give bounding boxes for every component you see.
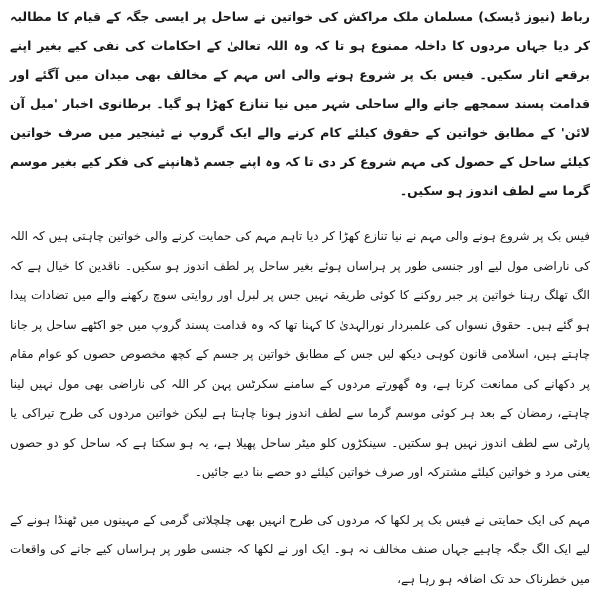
paragraph-spacer xyxy=(10,205,590,222)
article-paragraph-1: رباط (نیوز ڈیسک) مسلمان ملک مراکش کی خواتین نے ساحل پر ایسی جگہ کے قیام کا مطالبہ کر دیا جہاں مردوں کا داخلہ ممنوع ہو تا کہ وہ اللہ تعالیٰ کے احکامات کی نفی کیے بغیر اپنے برقعے اتار سکیں۔ فیس بک پر شروع ہونے والی اس مہم کے مخالف بھی میدان میں آگئے اور قدامت پسند سمجھے جانے والے ساحلی شہر میں نیا تنازع کھڑا ہو گیا۔ برطانوی اخبار 'میل آن لائن' کے مطابق خواتین کے حقوق کیلئے کام کرنے والے ایک گروپ نے ٹینجیر میں صرف خواتین کیلئے ساحل کے حصول کی مہم شروع کر دی تا کہ وہ اپنے جسم ڈھانپنے کی فکر کیے بغیر موسم گرما سے لطف اندوز ہو سکیں۔ xyxy=(10,9,590,198)
paragraph-spacer xyxy=(10,488,590,506)
article-paragraph-3: مہم کی ایک حمایتی نے فیس بک پر لکھا کہ مردوں کی طرح انہیں بھی چلچلاتی گرمی کے مہینوں میں ٹھنڈا ہونے کے لیے ایک الگ جگہ چاہیے جہاں صنف مخالف نہ ہو۔ ایک اور نے لکھا کہ جنسی طور پر ہراساں کیے جانے کی واقعات میں خطرناک حد تک اضافہ ہو رہا ہے، xyxy=(10,512,590,586)
article-paragraph-2: فیس بک پر شروع ہونے والی مہم نے نیا تنازع کھڑا کر دیا تاہم مہم کی حمایت کرنے والی خواتین چاہتی ہیں کہ اللہ کی ناراضی مول لیے اور جنسی طور پر ہراساں ہوئے بغیر ساحل پر لطف اندوز ہو سکیں۔ ناقدین کا خیال ہے کہ الگ تھلگ رہنا خواتین پر جبر روکنے کا کوئی طریقہ نہیں جس پر لبرل اور روایتی سوچ رکھنے والے میں تضادات پیدا ہو گئے ہیں۔ حقوق نسواں کی علمبردار نورالہدیٰ کا کہنا تھا کہ وہ قدامت پسند گروپ میں جو اکٹھے ساحل پر جانا چاہتے ہیں، اسلامی قانون کوہی دیکھ لیں جس کے مطابق خواتین پر جسم کے کچھ مخصوص حصوں کو عوام مقام پر دکھانے کی ممانعت کرتا ہے، وہ گھورتے مردوں کے سامنے سکرٹس پہن کر اللہ کی ناراضی بھی مول نہیں لینا چاہتے، رمضان کے بعد ہر کوئی موسم گرما سے لطف اندوز ہونا چاہتا ہے لیکن خواتین مردوں کی طرح تیراکی یا پارٹی سے لطف اندوز نہیں ہو سکتیں۔ سینکڑوں کلو میٹر ساحل پھیلا ہے، یہ ہو سکتا ہے کہ ساحل کو دو حصوں یعنی مرد و خواتین کیلئے مشترکہ اور صرف خواتین کیلئے دو حصے بنا دیے جائیں۔ xyxy=(10,229,590,479)
